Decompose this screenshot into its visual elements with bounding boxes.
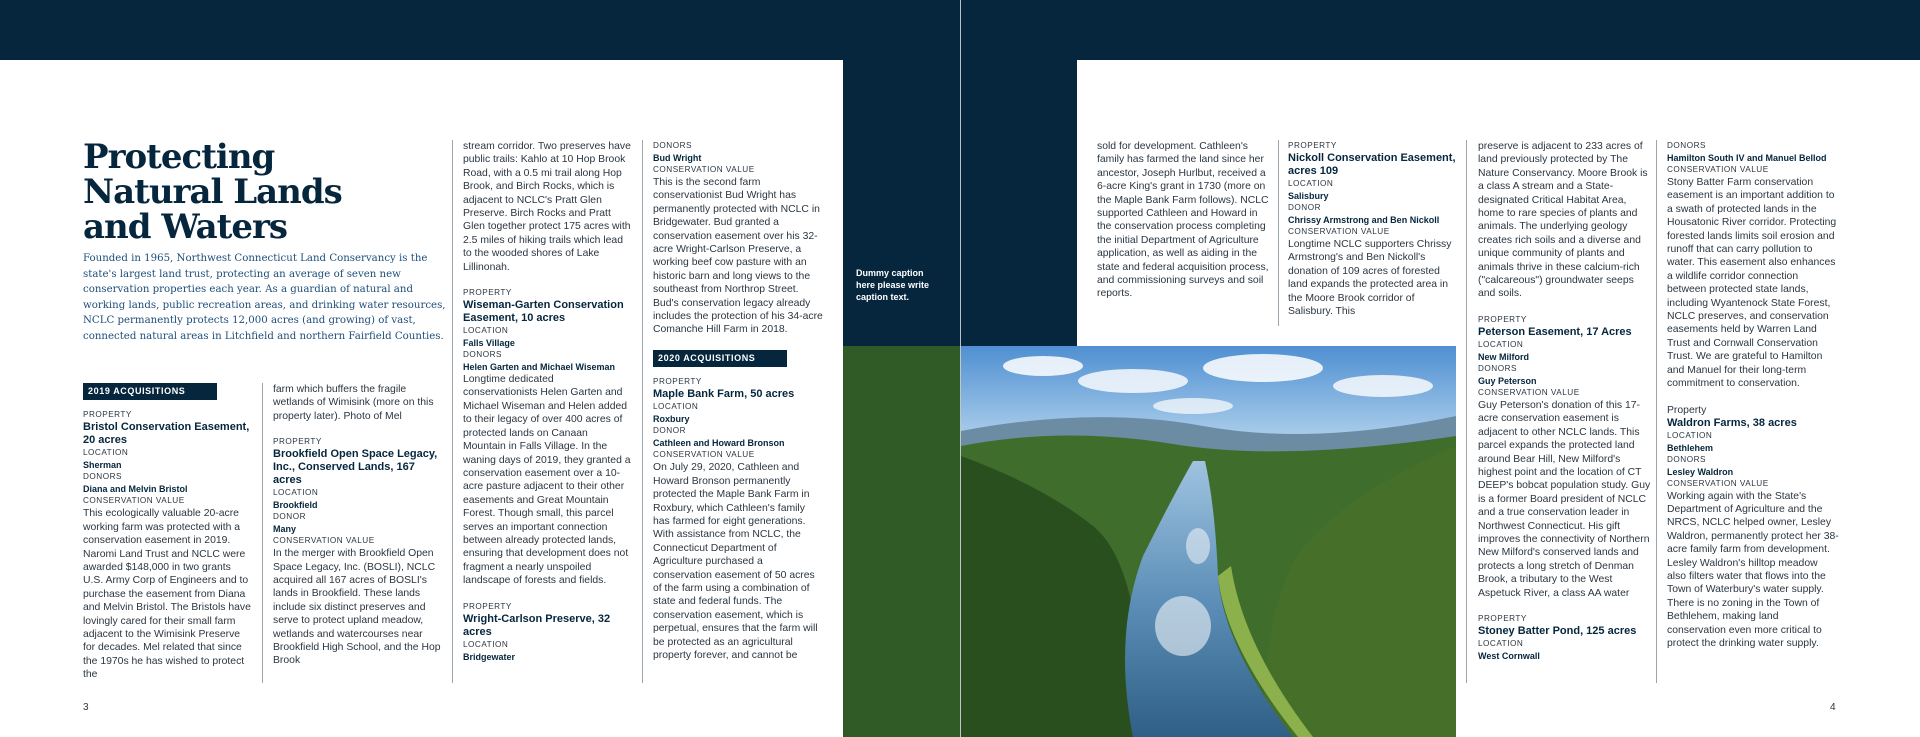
column-rule [642,140,643,683]
bristol-property-name: Bristol Conservation Easement, 20 acres [83,421,250,447]
brookfield-description: In the merger with Brookfield Open Space Legacy, Inc. (BOSLI), NCLC acquired all 167 acres of BOSLI's lands in Brookfield. These lands include six distinct preserves and serve to protect upland meadow, wetlands and watercourses near Brookfield High School, and the Hop Brook [273,548,441,667]
page-number-left: 3 [83,702,89,713]
column-9 [1667,140,1839,650]
donor-label: DONOR [273,512,306,522]
donors-label: DONORS [1667,454,1706,464]
conservation-value-label: CONSERVATION VALUE [1478,387,1580,397]
bristol-continued: farm which buffers the fragile wetlands of Wimisink (more on this property later). Photo of Mel [273,384,434,422]
donors-label: DONORS [653,141,692,150]
donors-label: DONORS [1667,141,1706,150]
column-2 [273,383,441,668]
maple-property-name: Maple Bank Farm, 50 acres [653,388,795,401]
stoney-property-name: Stoney Batter Pond, 125 acres [1478,624,1637,637]
nickoll-location: Salisbury [1288,191,1329,201]
page-number-right: 4 [1830,702,1836,713]
stoney-donors: Hamilton South IV and Manuel Bellod [1667,153,1827,163]
donors-label: DONORS [83,472,122,482]
conservation-value-label: CONSERVATION VALUE [83,496,185,506]
column-4 [653,140,823,662]
wiseman-donors: Helen Garten and Michael Wiseman [463,362,615,373]
column-rule [1278,140,1279,326]
nickoll-property-name: Nickoll Conservation Easement, acres 109 [1288,152,1456,177]
property-label: PROPERTY [1478,613,1527,623]
column-1 [83,383,251,682]
column-8 [1478,140,1652,662]
page-title [83,137,383,247]
column-6 [1097,140,1269,301]
location-label: LOCATION [83,448,129,458]
property-label: PROPERTY [463,601,512,611]
location-label: LOCATION [1478,339,1524,349]
location-label: LOCATION [1478,638,1524,648]
bristol-description: This ecologically valuable 20-acre working farm was protected with a conservation easement in 2019. Naromi Land Trust and NCLC were awarded $148,000 in two grants U.S. Army Corp of Engineers and to purchase the easement from Diana and Melvin Bristol. The Bristols have lovingly cared for their small farm adjacent to the Wimisink Preserve for decades. Mel related that since the 1970s he has wished to protect the [83,508,251,681]
wright-property-name: Wright-Carlson Preserve, 32 acres [463,612,611,638]
acquisitions-2019-banner: 2019 ACQUISITIONS [83,383,217,400]
photo-caption: Dummy caption here please write caption text. [856,268,930,302]
title-line: and Waters [83,207,288,247]
maple-location: Roxbury [653,414,690,425]
property-label: PROPERTY [463,288,512,298]
wright-donors: Bud Wright [653,153,702,163]
location-label: LOCATION [463,639,509,649]
bristol-donors: Diana and Melvin Bristol [83,484,188,495]
location-label: LOCATION [1288,179,1334,188]
wiseman-description: Longtime dedicated conservationists Helen Garten and Michael Wiseman and Helen added to their legacy of over 400 acres of protected lands on Canaan Mountain in Falls Village. In the waning days of 2019, they granted a conservation easement over a 10-acre pasture adjacent to their other easements and Great Mountain Forest. Though small, this parcel serves an important connection between already protected lands, ensuring that development does not fragment a nearly unspoiled landscape of forests and fields. [463,374,631,587]
waldron-property-name: Waldron Farms, 38 acres [1667,416,1797,429]
wright-description: This is the second farm conservationist Bud Wright has permanently protected with NCLC in Bridgewater. Bud granted a conservation easement over his 32-acre Wright-Carlson Preserve, a working beef cow pasture with an historic barn and long views to the southeast from Northrop Street. Bud's conservation legacy already includes the protection of his 34-acre Comanche Hill Farm in 2018. [653,177,823,336]
nickoll-description: Longtime NCLC supporters Chrissy Armstrong's and Ben Nickoll's donation of 109 acres of forested land expands the protected area in the Moore Brook corridor of Salisbury. This [1288,239,1452,318]
donor-label: DONOR [653,426,686,436]
brookfield-donor: Many [273,524,297,535]
column-rule [1656,140,1657,683]
maple-description: On July 29, 2020, Cathleen and Howard Bronson permanently protected the Maple Bank Farm in Roxbury, which Cathleen's family has farmed for eight generations. With assistance from NCLC, the Connecticut Department of Agriculture purchased a conservation easement of 50 acres of the farm using a combination of state and federal funds. The conservation easement, which is perpetual, ensures that the farm will be protected as an agricultural property forever, and cannot be [653,462,818,661]
peterson-description: Guy Peterson's donation of this 17-acre conservation easement is adjacent to other NCLC lands. This parcel expands the protected land around Bear Hill, New Milford's highest point and the location of CT DEEP's bobcat population study. Guy is a former Board president of NCLC and a true conservation leader in Northwest Connecticut. His gift improves the connectivity of Northern New Milford's conserved lands and protects a long stretch of Denman Brook, a tributary to the West Aspetuck River, a class AA water [1478,399,1651,599]
property-label: PROPERTY [1478,314,1527,324]
donors-label: DONORS [1478,363,1517,373]
title-line: Protecting [83,137,275,177]
waldron-donors: Lesley Waldron [1667,466,1734,477]
column-rule [452,140,453,683]
nickoll-donor: Chrissy Armstrong and Ben Nickoll [1288,215,1440,225]
peterson-donors: Guy Peterson [1478,375,1537,386]
column-rule [262,383,263,683]
property-label: PROPERTY [83,410,132,420]
peterson-property-name: Peterson Easement, 17 Acres [1478,325,1632,338]
conservation-value-label: CONSERVATION VALUE [1667,478,1769,488]
stoney-location: West Cornwall [1478,650,1540,661]
wiseman-location: Falls Village [463,338,515,349]
acquisitions-2020-banner: 2020 ACQUISITIONS [653,350,787,367]
property-label: PROPERTY [653,377,702,387]
intro-paragraph: Founded in 1965, Northwest Connecticut Land Conservancy is the state's largest land trust, protecting an average of seven new conservation properties each year. As a guardian of natural and working lands, public recreation areas, and drinking water resources, NCLC permanently protects 12,000 acres (and growing) of vast, connected natural areas in Litchfield and northern Fairfield Counties. [83,253,446,342]
gutter-line [960,0,961,737]
wiseman-property-name: Wiseman-Garten Conservation Easement, 10 acres [463,299,624,325]
property-label: PROPERTY [273,437,322,447]
peterson-location: New Milford [1478,351,1529,362]
location-label: LOCATION [273,488,319,498]
title-line: Natural Lands [83,172,342,212]
conservation-value-label: CONSERVATION VALUE [273,536,375,546]
property-label: Property [1667,404,1707,416]
conservation-value-label: CONSERVATION VALUE [653,450,755,460]
brookfield-continued: stream corridor. Two preserves have public trails: Kahlo at 10 Hop Brook Road, with a 0.5 mi trail along Hop Brook, and Birch Rocks, which is adjacent to NCLC's Pratt Glen Preserve. Birch Rocks and Pratt Glen together protect 175 acres with 2.5 miles of hiking trails which lead to the wooded shores of Lake Lillinonah. [463,141,631,273]
conservation-value-label: CONSERVATION VALUE [1667,165,1769,174]
column-7 [1288,140,1456,318]
column-rule [1466,140,1467,683]
maple-continued: sold for development. Cathleen's family has farmed the land since her ancestor, Joseph Hurlbut, received a 6-acre King's grant in 1730 (more on the Maple Bank Farm follows). NCLC supported Cathleen and Howard in the conservation process completing the initial Department of Agriculture application, as well as aiding in the state and federal acquisition process, and commissioning surveys and soil reports. [1097,141,1269,300]
property-label: PROPERTY [1288,141,1337,150]
location-label: LOCATION [1667,430,1713,440]
location-label: LOCATION [463,326,509,336]
conservation-value-label: CONSERVATION VALUE [653,165,755,174]
donors-label: DONORS [463,350,502,360]
location-label: LOCATION [653,402,699,412]
brookfield-location: Brookfield [273,500,318,511]
bristol-location: Sherman [83,460,122,471]
waldron-location: Bethlehem [1667,442,1714,453]
donor-label: DONOR [1288,203,1321,212]
waldron-description: Working again with the State's Department of Agriculture and the NRCS, NCLC helped owner, Lesley Waldron, permanently protect her 38-acre family farm from development. Lesley Waldron's hilltop meadow also filters water that flows into the Town of Waterbury's water supply. There is no zoning in the Town of Bethlehem, making land conservation even more critical to protect the drinking water supply. [1667,490,1839,649]
brookfield-property-name: Brookfield Open Space Legacy, Inc., Conserved Lands, 167 acres [273,448,438,487]
maple-donor: Cathleen and Howard Bronson [653,438,785,449]
wright-location: Bridgewater [463,651,516,662]
nickoll-continued: preserve is adjacent to 233 acres of land previously protected by The Nature Conservancy. Moore Brook is a class A stream and a State-designated Critical Habitat Area, home to rare species of plants and animals. The underlying geology creates rich soils and a diverse and unique community of plants and animals thrive in these calcium-rich ("calcareous") groundwater seeps and soils. [1478,141,1648,300]
stoney-description: Stony Batter Farm conservation easement is an important addition to a swath of protected lands in the Housatonic River corridor. Protecting forested lands limits soil erosion and runoff that can carry pollution to water. This easement also enhances a wildlife corridor connection between protected state lands, including Wyantenock State Forest, NCLC preserves, and conservation easements held by Warren Land Trust and Cornwall Conservation Trust. We are grateful to Hamilton and Manuel for their long-term commitment to conservation. [1667,177,1837,390]
column-3 [463,140,631,663]
river-photo-image [843,346,1456,737]
conservation-value-label: CONSERVATION VALUE [1288,227,1390,236]
river-aerial-photo [843,346,1456,737]
